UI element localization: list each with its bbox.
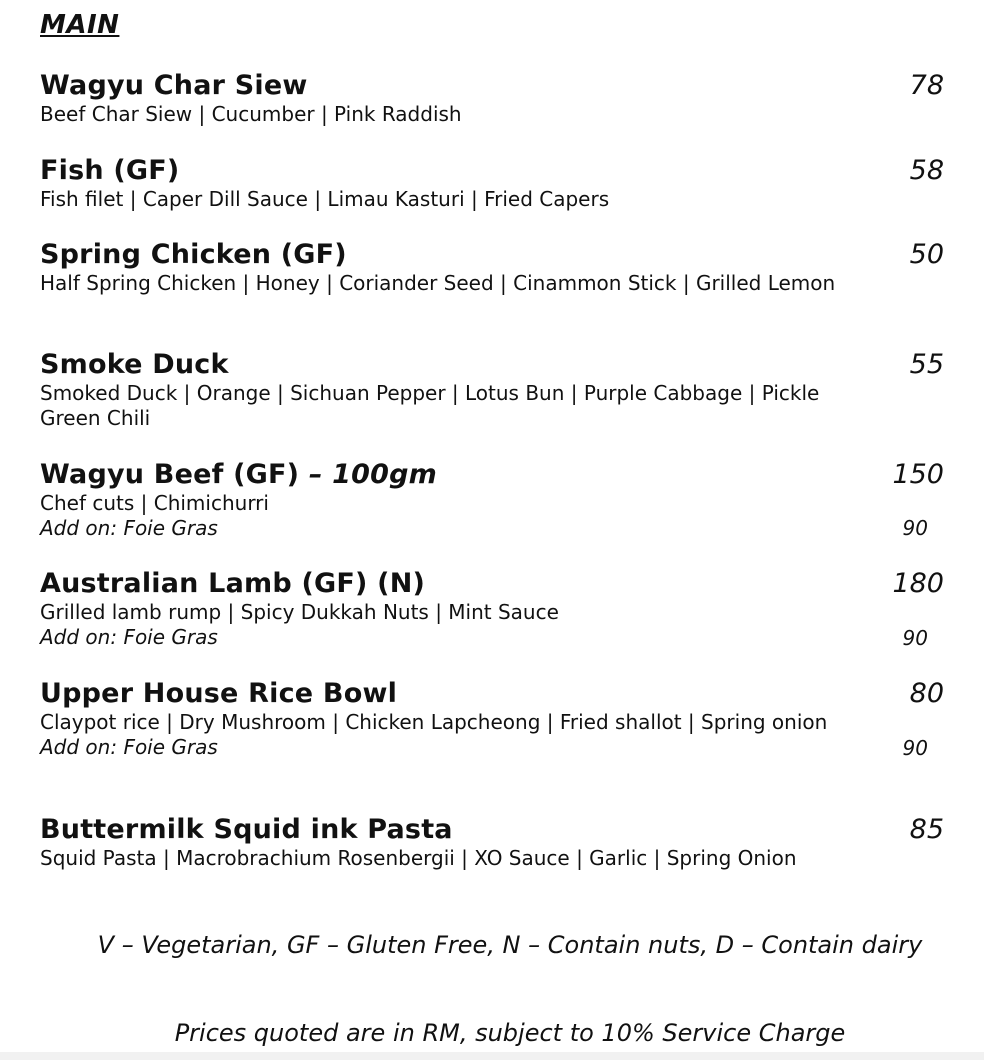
menu-item-wagyu-char-siew	[40, 70, 944, 127]
addon-price: 90	[902, 626, 928, 650]
item-addon: Add on: Foie Gras	[40, 625, 218, 649]
item-description: Fish filet | Caper Dill Sauce | Limau Kasturi | Fried Capers	[40, 187, 610, 211]
dietary-legend: V – Vegetarian, GF – Gluten Free, N – Contain nuts, D – Contain dairy	[97, 931, 923, 959]
item-name-suffix: – 100gm	[299, 459, 437, 490]
item-price: 58	[909, 155, 944, 186]
price-note: Prices quoted are in RM, subject to 10% Service Charge	[174, 1019, 846, 1047]
item-name-main: Wagyu Beef (GF)	[40, 459, 300, 490]
section-title: MAIN	[40, 10, 120, 40]
addon-price: 90	[902, 736, 928, 760]
item-description: Half Spring Chicken | Honey | Coriander Seed | Cinammon Stick | Grilled Lemon	[40, 271, 836, 295]
item-description: Grilled lamb rump | Spicy Dukkah Nuts | Mint Sauce	[40, 600, 559, 624]
item-addon: Add on: Foie Gras	[40, 516, 218, 540]
menu-item-smoke-duck	[40, 349, 944, 431]
item-name: Wagyu Char Siew	[40, 70, 308, 101]
item-price: 150	[892, 459, 944, 490]
item-price: 180	[892, 568, 944, 599]
item-addon: Add on: Foie Gras	[40, 735, 218, 759]
menu-item-squid-ink-pasta	[40, 814, 944, 871]
item-description: Beef Char Siew | Cucumber | Pink Raddish	[40, 102, 462, 126]
item-name: Spring Chicken (GF)	[40, 239, 347, 270]
item-name	[40, 459, 944, 491]
item-name: Upper House Rice Bowl	[40, 678, 398, 709]
item-price: 55	[909, 349, 944, 380]
item-description: Squid Pasta | Macrobrachium Rosenbergii | XO Sauce | Garlic | Spring Onion	[40, 846, 797, 870]
menu-item-australian-lamb	[40, 568, 944, 650]
item-description: Claypot rice | Dry Mushroom | Chicken Lapcheong | Fried shallot | Spring onion	[40, 710, 828, 734]
menu-item-fish	[40, 155, 944, 212]
menu-item-spring-chicken	[40, 239, 944, 296]
page-bottom-edge	[0, 1052, 984, 1060]
item-price: 78	[909, 70, 944, 101]
item-price: 80	[909, 678, 944, 709]
item-description: Chef cuts | Chimichurri	[40, 491, 269, 515]
menu-item-wagyu-beef	[40, 459, 944, 541]
item-name: Fish (GF)	[40, 155, 180, 186]
addon-price: 90	[902, 516, 928, 540]
menu-item-rice-bowl	[40, 678, 944, 760]
item-price: 85	[909, 814, 944, 845]
item-name: Smoke Duck	[40, 349, 229, 380]
item-price: 50	[909, 239, 944, 270]
item-name: Australian Lamb (GF) (N)	[40, 568, 426, 599]
item-description: Smoked Duck | Orange | Sichuan Pepper | Lotus Bun | Purple Cabbage | Pickle Green Chili	[40, 381, 820, 430]
item-name: Buttermilk Squid ink Pasta	[40, 814, 453, 845]
